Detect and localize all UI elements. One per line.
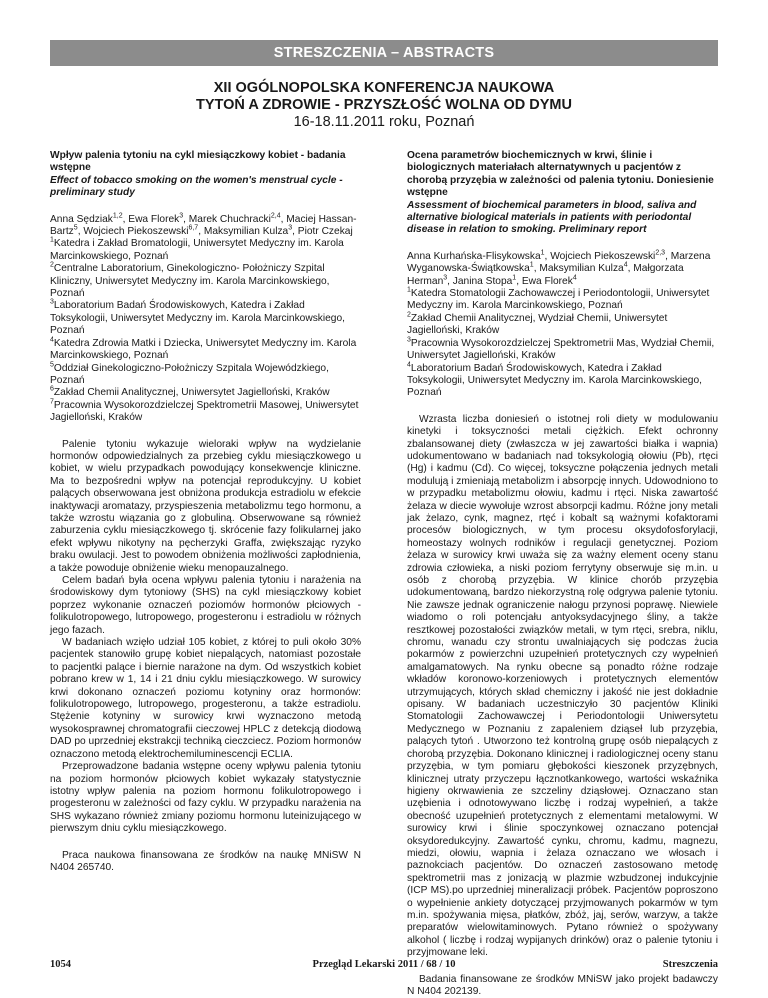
abstract-title-pl: Ocena parametrów biochemicznych w krwi, ślinie i biologicznych materiałach alternatywnych u pacjentów z chorobą przyzębia w zależności od palenia tytoniu. Doniesienie wstępne bbox=[407, 150, 714, 199]
abstract-right bbox=[407, 150, 718, 998]
journal-citation: Przegląd Lekarski 2011 / 68 / 10 bbox=[312, 959, 456, 970]
affiliation bbox=[407, 338, 718, 363]
affiliation-text: Katedra Zdrowia Matki i Dziecka, Uniwersytet Medyczny im. Karola Marcinkowskiego, Poznań bbox=[50, 337, 357, 362]
affiliation-text: Katedra i Zakład Bromatologii, Uniwersytet Medyczny im. Karola Marcinkowskiego, Poznań bbox=[50, 238, 344, 262]
author-name: , Piotr Czekaj bbox=[292, 226, 353, 238]
affiliation-index: 1 bbox=[50, 237, 54, 245]
affiliation-text: Katedra Stomatologii Zachowawczej i Periodontologii, Uniwersytet Medyczny im. Karola Marcinkowskiego, Poznań bbox=[407, 288, 710, 312]
abstract-paragraph: Przeprowadzone badania wstępne oceny wpływu palenia tytoniu na poziom hormonów płciowych kobiet wykazały statystycznie istotny wpływ palenia na poziom hormonu folikulotropowego i progesteronu w zależności od fazy cyklu. W przypadku narażenia na SHS wykazano również zmiany poziomu hormonu luteinizującego w pierwszym dniu cyklu miesiączkowego. bbox=[50, 761, 361, 835]
abstract-paragraph: Celem badań była ocena wpływu palenia tytoniu i narażenia na środowiskowy dym tytoniowy (SHS) na cykl miesiączkowy kobiet poprzez wykonanie oznaczeń poziomów hormonów płciowych - folikulotropowego, lutropowego, progesteronu i estradiolu w różnych jego fazach. bbox=[50, 575, 361, 636]
affiliation bbox=[50, 300, 361, 337]
affiliation-index: 7 bbox=[50, 398, 54, 406]
author-affil-index: 4 bbox=[623, 261, 628, 269]
author-list bbox=[407, 251, 718, 288]
author-name: , Ewa Florek bbox=[516, 275, 573, 287]
abstract-title-en: Assessment of biochemical parameters in blood, saliva and alternative biological materials in patients with periodontal disease in relation to smoking. Preliminary report bbox=[407, 199, 697, 236]
author-name: , Małgorzata Herman bbox=[407, 263, 684, 287]
affiliation-index: 3 bbox=[407, 336, 411, 344]
funding-note bbox=[407, 974, 718, 998]
affiliation-index: 4 bbox=[407, 361, 411, 369]
author-affil-index: 2,3 bbox=[655, 249, 666, 257]
affiliation-text: Pracownia Wysokorozdzielczej Spektrometrii Masowej, Uniwersytet Jagielloński, Kraków bbox=[50, 399, 359, 424]
author-name: , Wojciech Piekoszewski bbox=[77, 226, 189, 238]
conference-title: XII OGÓLNOPOLSKA KONFERENCJA NAUKOWA bbox=[213, 80, 555, 96]
author-name: , Ewa Florek bbox=[122, 213, 180, 225]
funding-text: Praca naukowa finansowana ze środków na naukę MNiSW N N404 265740. bbox=[50, 849, 361, 873]
abstract-title-en: Effect of tobacco smoking on the women's menstrual cycle - preliminary study bbox=[50, 174, 343, 199]
affiliation-text: Zakład Chemii Analitycznej, Wydział Chemii, Uniwersytet Jagielloński, Kraków bbox=[407, 312, 668, 337]
conference-subtitle: TYTOŃ A ZDROWIE - PRZYSZŁOŚĆ WOLNA OD DYMU bbox=[196, 97, 572, 113]
abstract-left bbox=[50, 150, 361, 874]
author-name: Anna Sędziak bbox=[50, 213, 113, 225]
author-name: , Marek Chuchracki bbox=[183, 213, 271, 225]
affiliation bbox=[407, 288, 718, 313]
author-name: , Janina Stopa bbox=[447, 275, 513, 287]
affiliation-index: 4 bbox=[50, 336, 54, 344]
author-affil-index: 3 bbox=[179, 212, 184, 220]
abstract-body bbox=[407, 414, 718, 960]
affiliation-index: 6 bbox=[50, 385, 54, 393]
funding-note bbox=[50, 850, 361, 875]
affiliation-list bbox=[407, 288, 718, 400]
author-affil-index: 2,4 bbox=[270, 212, 281, 220]
abstract-paragraph: Wzrasta liczba doniesień o istotnej roli diety w modulowaniu kinetyki i toksyczności metali ciężkich. Efekt ochronny zbalansowanej diety (zwłaszcza w jej zawartości białka i wapnia) udokumentowano w badaniach nad toksykologią ołowiu (Pb), rtęci (Hg) i kadmu (Cd). Co więcej, toksyczne połączenia jednych metali modulują i zmieniają metabolizm i absorpcję innych. Udowodniono to w przypadku metabolizmu ołowiu, kadmu i rtęci. Niska zawartość żelaza w diecie wywołuje wzrost absorpcji kadmu. Różne jony metali jak żelazo, cynk, magnez, rtęć i kobalt są ważnymi kofaktorami procesów biologicznych, w tym procesu oksydofosforylacji, homeostazy wolnych rodników i regulacji genetycznej. Poziom żelaza w surowicy krwi uważa się za ważny element oceny stanu zdrowia człowieka, a niski poziom ferrytyny obserwuje się m.in. u osób z chorobą przyzębia. W klinice chorób przyzębia udokumentowaną, bardzo niekorzystną rolę odgrywa palenie tytoniu. Nie zawsze jednak ograniczenie nałogu przynosi poprawę. Niewiele wiadomo o roli potencjału antyoksydacyjnego śliny, a także resztkowej pozostałości związków metali, w tym rtęci, srebra, niklu, chromu, wanadu czy strontu uwalniających się podczas żucia pokarmów z powierzchni uzupełnień protetycznych czy wypełnień amalgamatowych. Na rynku obecne są ponadto różne rodzaje wkładów koronowo-korzeniowych i protetycznych elementów utrzymujących, których skład chemiczny i jakość nie jest dokładnie opisany. W badaniach uczestniczyło 30 pacjentów Kliniki Stomatologii Zachowawczej i Periodontologii Uniwersytetu Medycznego w Poznaniu z zapaleniem dziąseł lub przyzębia, palących tytoń . Utworzono też kontrolną grupę osób niepalących z chorobą przyzębia. Dokonano klinicznej i radiologicznej oceny stanu przyzębia, w tym pomiaru głębokości kieszonek przyzębnych, klinicznej utraty przyczepu łącznotkankowego, wartości wskaźnika higieny okrwawienia ze szczeliny dziąsłowej. Oznaczano stan uzębienia i odnotowywano liczbę i rodzaj wypełnień, a także obecność uzupełnień protetycznych z elementami metalowymi. W surowicy krwi i ślinie spoczynkowej oznaczano potencjał oksydoredukcyjny. Zawartość cynku, chromu, kadmu, magnezu, miedzi, ołowiu, wapnia i żelaza oznaczano we włosach i paznokciach pacjentów. Do oznaczeń zastosowano metodę spektrometrii mas z jonizacją w plazmie wzbudzonej indukcyjnie (ICP MS).po uprzedniej mineralizacji próbek. Pacjentów poproszono o wypełnienie ankiety dotyczącej przyjmowanych pokarmów w tym m.in. spożywania mięsa, płatków, zbóż, jaj, serów, warzyw, a także preparatów wielowitaminowych. Pytano również o spożywany alkohol ( liczbę i rodzaj wypijanych drinków) oraz o palenie tytoniu i przyjmowane leki. bbox=[407, 413, 718, 959]
abstract-paragraph: W badaniach wzięło udział 105 kobiet, z której to puli około 30% pacjentek stanowiło grupę kobiet niepalących, natomiast pozostałe to pacjentki palące i biernie narażone na dym. Od wszystkich kobiet pobrano krew w 1, 14 i 21 dniu cyklu miesiączkowego. W surowicy krwi dokonano oznaczeń poziomu kotyniny oraz hormonów: folikulotropowego, lutropowego, progesteronu, a także estradiolu. Stężenie kotyniny w surowicy krwi wyznaczono metodą wysokosprawnej chromatografii cieczowej HPLC z detekcją diodową DAD po uprzedniej ekstrakcji techniką cieczciecz. Poziom hormonów oznaczono metodą elektrochemiluminescencji ECLIA. bbox=[50, 637, 361, 760]
author-affil-index: 4 bbox=[572, 274, 577, 282]
section-name: Streszczenia bbox=[662, 959, 718, 970]
affiliation-index: 1 bbox=[407, 286, 411, 294]
affiliation bbox=[407, 363, 718, 400]
affiliation-index: 3 bbox=[50, 299, 54, 307]
affiliation bbox=[50, 363, 361, 388]
author-affil-index: 1 bbox=[540, 249, 545, 257]
affiliation-index: 2 bbox=[50, 261, 54, 269]
affiliation-text: Pracownia Wysokorozdzielczej Spektrometrii Mas, Wydział Chemii, Uniwersytet Jagielloński, Kraków bbox=[407, 337, 715, 362]
author-affil-index: 5 bbox=[73, 224, 78, 232]
abstract-title-pl: Wpływ palenia tytoniu na cykl miesiączkowy kobiet - badania wstępne bbox=[50, 150, 346, 174]
affiliation-list bbox=[50, 238, 361, 424]
section-banner: STRESZCZENIA – ABSTRACTS bbox=[50, 40, 718, 66]
abstract-paragraph: Palenie tytoniu wykazuje wieloraki wpływ na wydzielanie hormonów odpowiedzialnych za przebieg cyklu miesiączkowego u kobiet, w wielu przypadkach powodujący konsekwencje kliniczne. Ma to bezpośredni wpływ na potencjał reprodukcyjny. U kobiet palących obserwowana jest obniżona produkcja estradiolu w efekcie inaktywacji aromatazy, przyspieszenia metabolizmu tego hormonu, a także wzrostu wiązania go z globuliną. Obserwowane są również zaburzenia cyklu miesiączkowego tj. skrócenie fazy folikularnej jako efekt wpływu nikotyny na pęcherzyki Graffa, zwiększając ryzyko braku owulacji. Jest to powodem obniżenia możliwości zapłodnienia, a także powoduje obniżenie wieku menopauzalnego. bbox=[50, 438, 361, 574]
author-names bbox=[407, 251, 718, 288]
author-affil-index: 1 bbox=[529, 261, 534, 269]
conference-date: 16-18.11.2011 roku, Poznań bbox=[293, 114, 475, 130]
affiliation-text: Oddział Ginekologiczno-Położniczy Szpitala Wojewódzkiego, Poznań bbox=[50, 362, 329, 386]
author-name: , Marzena Wyganowska-Świątkowska bbox=[407, 250, 711, 275]
affiliation-index: 2 bbox=[407, 311, 411, 319]
affiliation bbox=[50, 238, 361, 263]
author-affil-index: 3 bbox=[443, 274, 448, 282]
affiliation-index: 5 bbox=[50, 361, 54, 369]
author-name: , Wojciech Piekoszewski bbox=[544, 250, 656, 262]
affiliation bbox=[50, 338, 361, 363]
author-affil-index: 6,7 bbox=[188, 224, 199, 232]
affiliation bbox=[50, 387, 361, 399]
affiliation-text: Centralne Laboratorium, Ginekologiczno- Położniczy Szpital Kliniczny, Uniwersytet Medyczny im. Karola Marcinkowskiego, Poznań bbox=[50, 263, 330, 300]
author-affil-index: 1 bbox=[512, 274, 517, 282]
author-names bbox=[50, 214, 361, 239]
author-name: Anna Kurhańska-Flisykowska bbox=[407, 250, 541, 262]
author-affil-index: 3 bbox=[288, 224, 293, 232]
author-name: , Maksymilian Kulza bbox=[198, 226, 289, 238]
abstract-body bbox=[50, 439, 361, 836]
funding-text: Badania finansowane ze środków MNiSW jako projekt badawczy N N404 202139. bbox=[407, 973, 718, 997]
page-number: 1054 bbox=[50, 959, 71, 970]
affiliation bbox=[50, 263, 361, 300]
author-name: , Maciej Hassan-Bartz bbox=[50, 213, 357, 238]
affiliation-text: Laboratorium Badań Środowiskowych, Katedra i Zakład Toksykologii, Uniwersytet Medyczny im. Karola Marcinkowskiego, Poznań bbox=[407, 362, 702, 399]
author-list bbox=[50, 214, 361, 239]
affiliation bbox=[50, 400, 361, 425]
affiliation-text: Zakład Chemii Analitycznej, Uniwersytet Jagielloński, Kraków bbox=[53, 387, 330, 399]
affiliation bbox=[407, 313, 718, 338]
author-affil-index: 1,2 bbox=[112, 212, 123, 220]
affiliation-text: Laboratorium Badań Środowiskowych, Katedra i Zakład Toksykologii, Uniwersytet Medyczny im. Karola Marcinkowskiego, Poznań bbox=[50, 300, 345, 337]
author-name: , Maksymilian Kulza bbox=[533, 263, 624, 275]
